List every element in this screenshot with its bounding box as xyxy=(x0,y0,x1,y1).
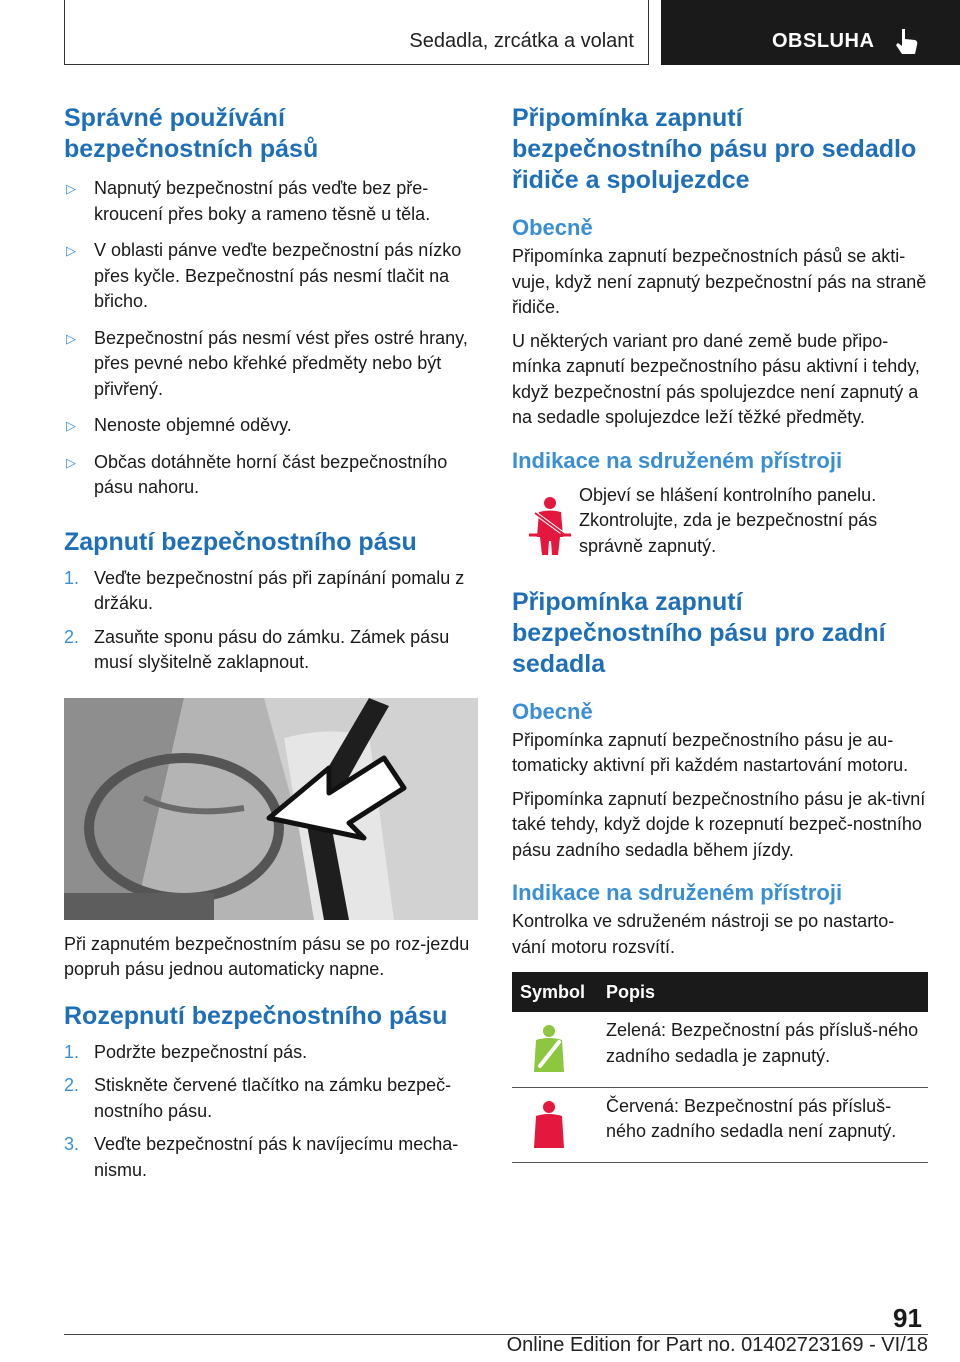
seatbelt-unfastened-red-icon xyxy=(531,1100,567,1150)
column-header-description: Popis xyxy=(598,972,928,1012)
table-row xyxy=(512,1087,928,1162)
triangle-bullet-icon: ▷ xyxy=(66,243,76,258)
heading-fasten-belt: Zapnutí bezpečnostního pásu xyxy=(64,527,417,556)
indicator-text: Objeví se hlášení kontrolního panelu. Zkontrolujte, zda je bezpečnostní pás správně zapnutý. xyxy=(579,484,878,556)
triangle-bullet-icon: ▷ xyxy=(66,181,76,196)
header-section-title: Sedadla, zrcátka a volant xyxy=(409,30,634,52)
subheading-general: Obecně xyxy=(512,215,593,240)
heading-rear-reminder: Připomínka zapnutí bezpečnostního pásu pro zadní sedadla xyxy=(512,587,886,678)
list-item: ▷ V oblasti pánve veďte bezpečnostní pás nízko přes kyčle. Bezpečnostní pás nesmí tlačit na břicho. xyxy=(66,240,462,311)
heading-unfasten-belt: Rozepnutí bezpečnostního pásu xyxy=(64,1001,448,1030)
seatbelt-warning-icon xyxy=(527,495,573,557)
step-item: 2. Zasuňte sponu pásu do zámku. Zámek pásu musí slyšitelně zaklapnout. xyxy=(64,626,450,672)
paragraph: U některých variant pro dané země bude připo‐mínka zapnutí bezpečnostního pásu aktivní i tehdy, když bezpečnostní pás spolujezdce není zapnutý a na sedadle spolujezdce leží těžké předměty. xyxy=(512,330,920,427)
table-header-row xyxy=(512,972,928,1012)
header-chapter-tab[interactable] xyxy=(661,0,960,65)
triangle-bullet-icon: ▷ xyxy=(66,454,76,470)
right-column xyxy=(512,103,928,1163)
list-item: ▷ Občas dotáhněte horní část bezpečnostního pásu nahoru. xyxy=(66,451,448,497)
list-item: ▷ Nenoste objemné oděvy. xyxy=(64,413,479,439)
indicator-block xyxy=(512,483,928,583)
paragraph: Připomínka zapnutí bezpečnostního pásu je au‐tomaticky aktivní při každém nastartování motoru. xyxy=(512,729,909,775)
subheading-general: Obecně xyxy=(512,698,593,724)
heading-correct-use: Správné používání bezpečnostních pásů xyxy=(64,104,319,163)
column-header-symbol: Symbol xyxy=(512,972,598,1012)
step-item: 1. Podržte bezpečnostní pás. xyxy=(64,1041,308,1062)
paragraph: Připomínka zapnutí bezpečnostního pásu je ak‐tivní také tehdy, když dojde k rozepnutí bezpeč‐nostního pásu zadního sedadla během jízdy. xyxy=(512,788,926,860)
seatbelt-fastened-green-icon xyxy=(531,1024,567,1074)
list-item: ▷ Bezpečnostní pás nesmí vést přes ostré hrany, přes pevné nebo křehké předměty nebo být přivřený. xyxy=(66,327,468,399)
subheading-indicator: Indikace na sdruženém přístroji xyxy=(512,880,843,905)
left-column xyxy=(64,103,479,1183)
table-cell-description: Zelená: Bezpečnostní pás přísluš‐ného zadního sedadla je zapnutý. xyxy=(598,1012,928,1087)
step-item: 1. Veďte bezpečnostní pás při zapínání pomalu z držáku. xyxy=(64,567,465,613)
header-section-box xyxy=(64,0,649,65)
triangle-bullet-icon: ▷ xyxy=(66,418,76,433)
header-chapter-label: OBSLUHA xyxy=(772,30,875,52)
fasten-steps xyxy=(64,566,479,676)
step-item: 3. Veďte bezpečnostní pás k navíjecímu mecha‐nismu. xyxy=(64,1134,459,1180)
table-row xyxy=(512,1012,928,1087)
symbol-table xyxy=(512,972,928,1163)
table-cell-description: Červená: Bezpečnostní pás přísluš‐ného zadního sedadla není zapnutý. xyxy=(598,1087,928,1162)
subheading-indicator: Indikace na sdruženém přístroji xyxy=(512,447,843,473)
footer-edition: Online Edition for Part no. 01402723169 - VI/18 xyxy=(506,1334,928,1356)
pointing-hand-icon xyxy=(893,27,919,55)
unfasten-steps xyxy=(64,1040,479,1184)
heading-driver-reminder: Připomínka zapnutí bezpečnostního pásu pro sedadlo řidiče a spolujezdce xyxy=(512,104,917,194)
seatbelt-photo xyxy=(64,698,478,920)
paragraph: Kontrolka ve sdruženém nástroji se po nastarto‐vání motoru rozsvítí. xyxy=(512,911,895,957)
correct-use-list xyxy=(64,176,479,501)
paragraph: Připomínka zapnutí bezpečnostních pásů se akti‐vuje, když není zapnutý bezpečnostní pás na straně řidiče. xyxy=(512,246,927,317)
list-item: ▷ Napnutý bezpečnostní pás veďte bez pře‐kroucení přes boky a rameno těsně u těla. xyxy=(66,178,431,224)
triangle-bullet-icon: ▷ xyxy=(66,330,76,346)
step-item: 2. Stiskněte červené tlačítko na zámku bezpeč‐nostního pásu. xyxy=(64,1075,452,1121)
page-number: 91 xyxy=(893,1303,922,1333)
photo-caption: Při zapnutém bezpečnostním pásu se po roz‐jezdu popruh pásu jednou automaticky napne. xyxy=(64,933,470,979)
